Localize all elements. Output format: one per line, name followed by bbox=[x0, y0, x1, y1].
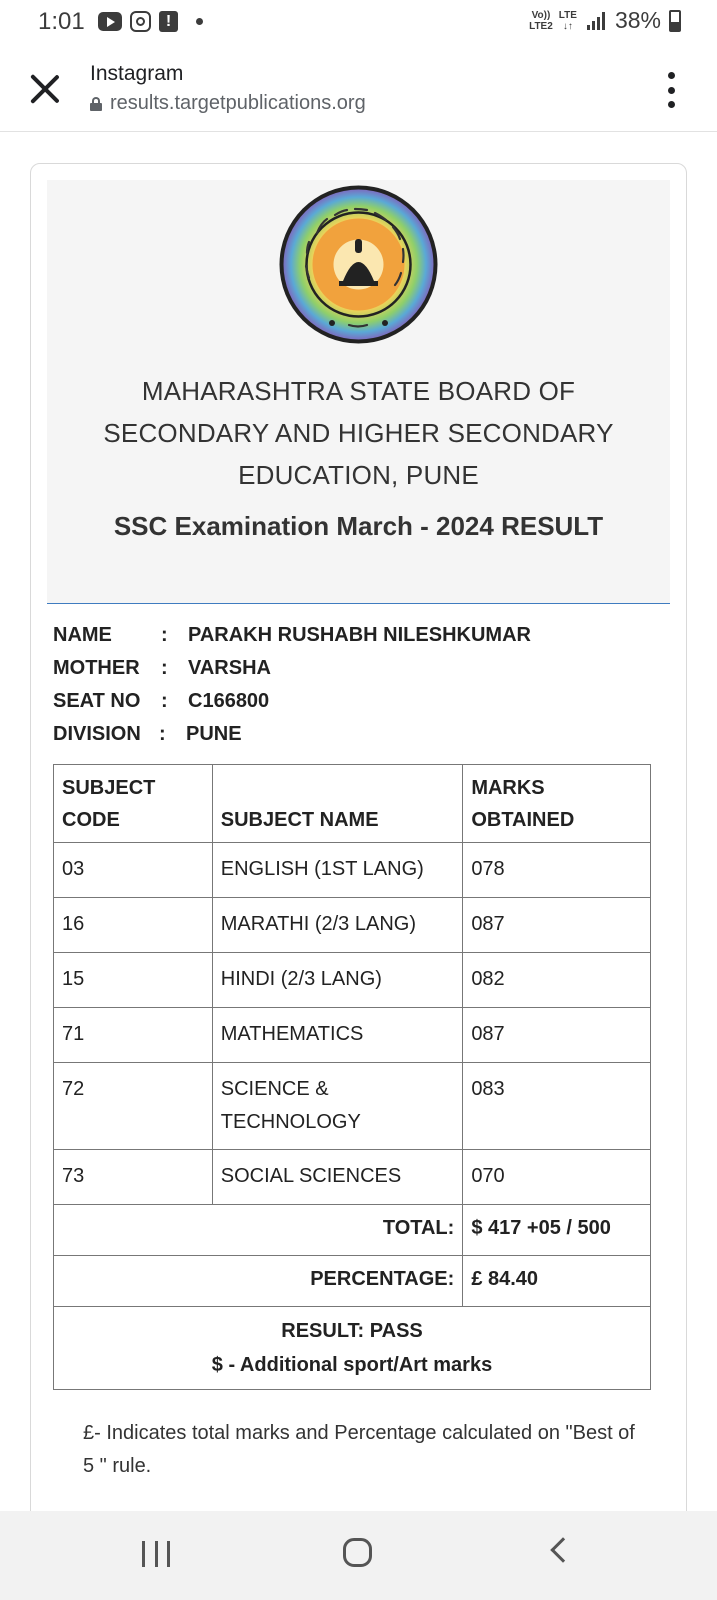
table-header-row bbox=[54, 765, 651, 843]
lte-icon: LTE ↓↑ bbox=[558, 9, 577, 32]
subject-name: MATHEMATICS bbox=[212, 1008, 463, 1063]
total-label: TOTAL: bbox=[54, 1205, 463, 1256]
volte-icon: Vo)) LTE2 bbox=[529, 9, 553, 32]
subject-marks: 087 bbox=[463, 1008, 651, 1063]
header-marks-obtained: MARKS OBTAINED bbox=[463, 765, 651, 843]
result-row bbox=[54, 1307, 651, 1390]
result-status: RESULT: PASS bbox=[281, 1320, 423, 1342]
board-header bbox=[47, 180, 670, 604]
table-row bbox=[54, 1063, 651, 1150]
youtube-icon bbox=[98, 12, 122, 31]
battery-percent: 38% bbox=[614, 7, 661, 33]
in-app-browser-bar bbox=[0, 44, 717, 132]
percentage-row bbox=[54, 1256, 651, 1307]
seat-label: SEAT NO bbox=[53, 690, 141, 712]
exam-title: SSC Examination March - 2024 RESULT bbox=[113, 511, 604, 541]
system-nav-bar bbox=[0, 1511, 717, 1600]
lock-icon bbox=[90, 97, 102, 111]
board-seal-logo bbox=[277, 183, 440, 346]
subject-code: 72 bbox=[54, 1063, 213, 1150]
division-label: DIVISION bbox=[53, 723, 141, 745]
url-text: results.targetpublications.org bbox=[110, 92, 366, 114]
header-subject-code: SUBJECT CODE bbox=[54, 765, 213, 843]
board-name: MAHARASHTRA STATE BOARD OF SECONDARY AND HIGHER SECONDARY EDUCATION, PUNE bbox=[103, 376, 614, 490]
subject-code: 73 bbox=[54, 1150, 213, 1205]
subject-name: MARATHI (2/3 LANG) bbox=[212, 898, 463, 953]
subject-name: HINDI (2/3 LANG) bbox=[212, 953, 463, 1008]
name-label: NAME bbox=[53, 624, 112, 646]
marks-table bbox=[53, 764, 651, 1390]
recent-apps-icon[interactable] bbox=[142, 1541, 170, 1567]
table-row bbox=[54, 953, 651, 1008]
system-indicators bbox=[529, 7, 681, 34]
total-value: $ 417 +05 / 500 bbox=[463, 1205, 651, 1256]
subject-marks: 070 bbox=[463, 1150, 651, 1205]
result-card bbox=[30, 163, 687, 1523]
browser-url[interactable] bbox=[90, 92, 366, 115]
mother-name: VARSHA bbox=[188, 657, 271, 679]
subject-code: 03 bbox=[54, 843, 213, 898]
notification-icons bbox=[98, 11, 203, 32]
more-notifications-dot-icon bbox=[196, 18, 203, 25]
subject-name: SCIENCE & TECHNOLOGY bbox=[212, 1063, 463, 1150]
additional-marks-legend: $ - Additional sport/Art marks bbox=[211, 1354, 493, 1376]
seat-number: C166800 bbox=[188, 690, 270, 712]
subject-marks: 078 bbox=[463, 843, 651, 898]
total-row bbox=[54, 1205, 651, 1256]
browser-title: Instagram bbox=[90, 62, 184, 85]
percentage-value: £ 84.40 bbox=[463, 1256, 651, 1307]
status-time: 1:01 bbox=[38, 8, 85, 35]
subject-marks: 082 bbox=[463, 953, 651, 1008]
more-options-icon[interactable] bbox=[663, 72, 679, 108]
back-icon[interactable] bbox=[550, 1537, 575, 1562]
close-icon[interactable] bbox=[28, 72, 62, 106]
name-row: NAME : PARAKH RUSHABH NILESHKUMAR bbox=[53, 624, 531, 646]
header-subject-name: SUBJECT NAME bbox=[212, 765, 463, 843]
alert-icon: ! bbox=[159, 11, 178, 32]
percentage-label: PERCENTAGE: bbox=[54, 1256, 463, 1307]
division-row: DIVISION : PUNE bbox=[53, 723, 242, 745]
table-row bbox=[54, 898, 651, 953]
student-name: PARAKH RUSHABH NILESHKUMAR bbox=[188, 624, 531, 646]
signal-icon bbox=[587, 12, 605, 30]
status-bar bbox=[0, 0, 717, 44]
table-row bbox=[54, 1008, 651, 1063]
subject-code: 15 bbox=[54, 953, 213, 1008]
subject-name: ENGLISH (1ST LANG) bbox=[212, 843, 463, 898]
result-cell bbox=[54, 1307, 651, 1390]
student-info bbox=[53, 624, 653, 756]
subject-marks: 083 bbox=[463, 1063, 651, 1150]
subject-code: 16 bbox=[54, 898, 213, 953]
seat-row: SEAT NO : C166800 bbox=[53, 690, 270, 712]
subject-code: 71 bbox=[54, 1008, 213, 1063]
table-row bbox=[54, 843, 651, 898]
home-icon[interactable] bbox=[343, 1538, 372, 1567]
subject-marks: 087 bbox=[463, 898, 651, 953]
mother-label: MOTHER bbox=[53, 657, 140, 679]
mother-row: MOTHER : VARSHA bbox=[53, 657, 271, 679]
instagram-icon bbox=[130, 11, 151, 32]
table-row bbox=[54, 1150, 651, 1205]
battery-icon bbox=[669, 10, 681, 32]
division-name: PUNE bbox=[186, 723, 242, 745]
best-of-five-footnote: £- Indicates total marks and Percentage calculated on "Best of 5 " rule. bbox=[83, 1422, 635, 1477]
subject-name: SOCIAL SCIENCES bbox=[212, 1150, 463, 1205]
